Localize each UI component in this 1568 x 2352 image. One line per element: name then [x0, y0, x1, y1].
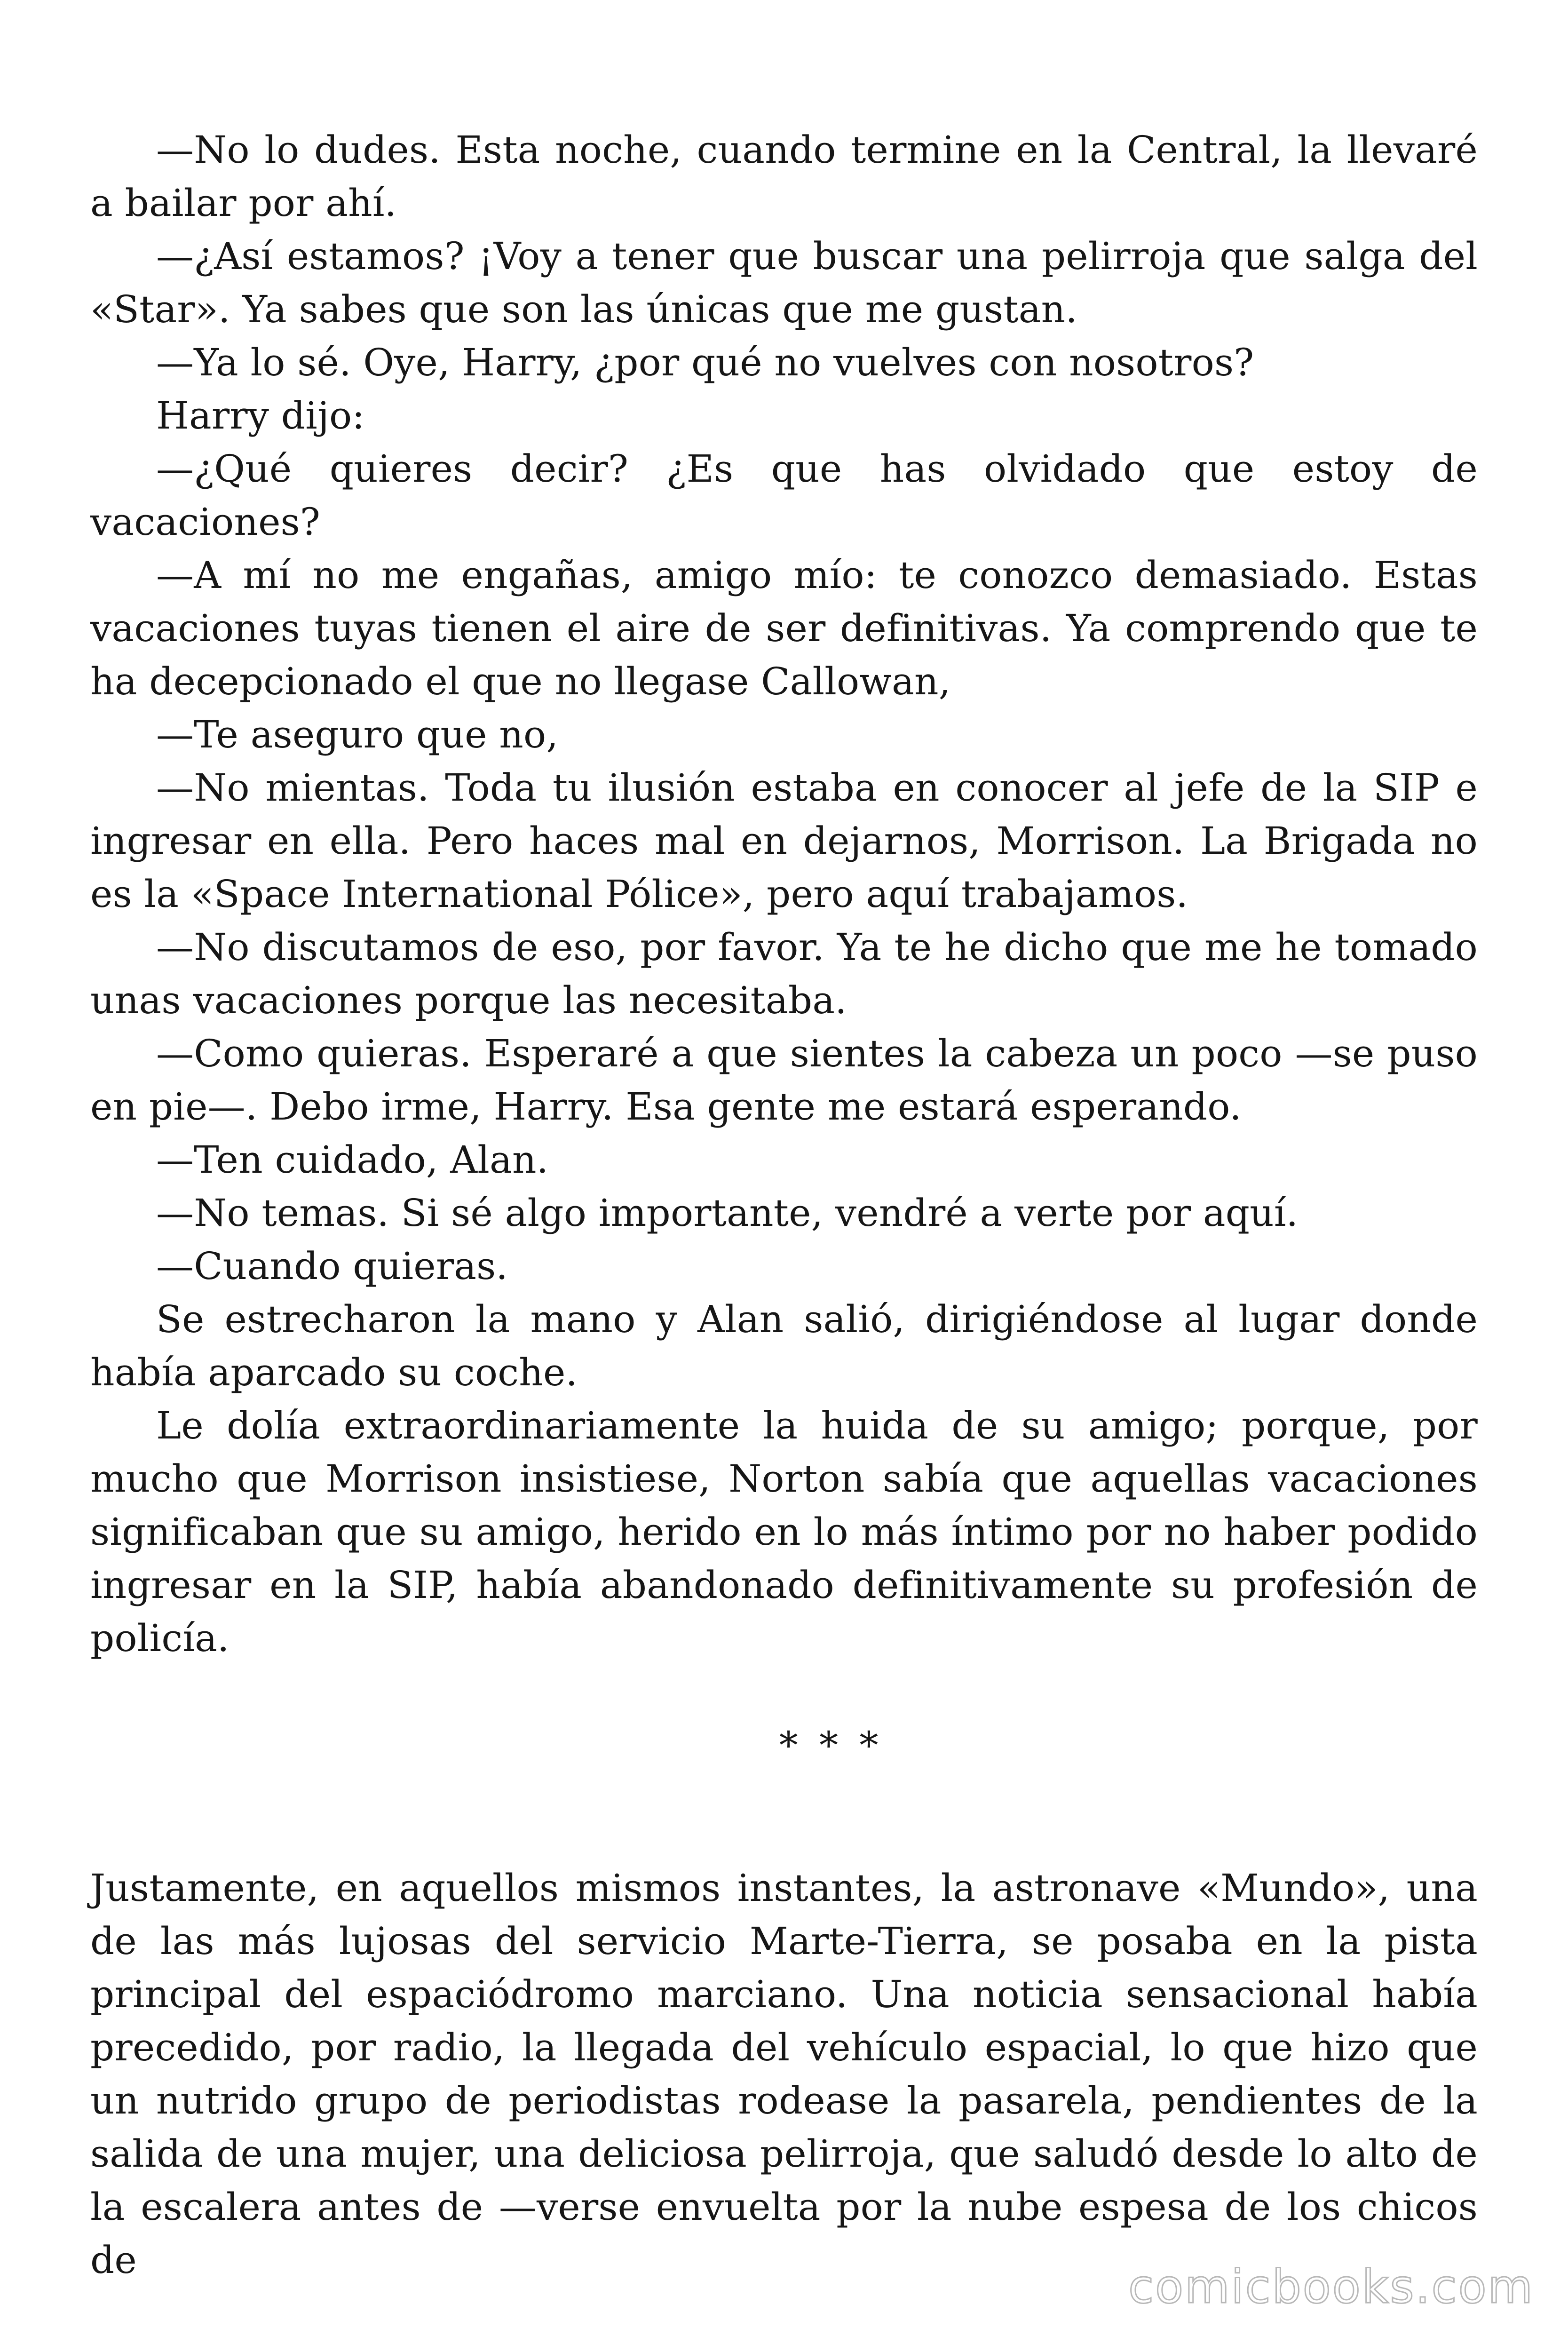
paragraph: —¿Qué quieres decir? ¿Es que has olvidado que estoy de vacaciones? [90, 447, 1478, 544]
paragraph: —A mí no me engañas, amigo mío: te conozco demasiado. Estas vacaciones tuyas tienen el aire de ser definitivas. Ya comprendo que te ha decepcionado el que no llegase Callowan, [90, 553, 1478, 703]
paragraph: —Te aseguro que no, [156, 713, 559, 756]
watermark: comicbooks.com [1128, 2260, 1534, 2314]
paragraph: —No temas. Si sé algo importante, vendré a verte por aquí. [156, 1191, 1299, 1235]
paragraph: —No lo dudes. Esta noche, cuando termine en la Central, la llevaré a bailar por ahí. [90, 128, 1478, 225]
paragraph: —Como quieras. Esperaré a que sientes la cabeza un poco —se puso en pie—. Debo irme, Harry. Esa gente me estará esperando. [90, 1032, 1478, 1128]
paragraph: Le dolía extraordinariamente la huida de su amigo; porque, por mucho que Morrison insistiese, Norton sabía que aquellas vacaciones significaban que su amigo, herido en lo más íntimo por no haber podido ingresar en la SIP, había abandonado definitivamente su profesión de policía. [90, 1404, 1478, 1660]
paragraph: Harry dijo: [156, 394, 365, 437]
paragraph: Justamente, en aquellos mismos instantes, la astronave «Mundo», una de las más lujosas del servicio Marte-Tierra, se posaba en la pista principal del espaciódromo marciano. Una noticia sensacional había precedido, por radio, la llegada del vehículo espacial, lo que hizo que un nutrido grupo de periodistas rodease la pasarela, pendientes de la salida de una mujer, una deliciosa pelirroja, que saludó desde lo alto de la escalera antes de —verse envuelta por la nube espesa de los chicos de [90, 1866, 1478, 2282]
section-separator: * * * [779, 1724, 883, 1767]
paragraph: —Cuando quieras. [156, 1244, 508, 1288]
paragraph: —No discutamos de eso, por favor. Ya te he dicho que me he tomado unas vacaciones porque las necesitaba. [90, 925, 1478, 1022]
paragraph: —No mientas. Toda tu ilusión estaba en conocer al jefe de la SIP e ingresar en ella. Pero haces mal en dejarnos, Morrison. La Brigada no es la «Space International Pólice», pero aquí trabajamos. [90, 766, 1478, 916]
paragraph: —Ten cuidado, Alan. [156, 1138, 549, 1182]
paragraph: —Ya lo sé. Oye, Harry, ¿por qué no vuelves con nosotros? [156, 341, 1254, 384]
paragraph: Se estrecharon la mano y Alan salió, dirigiéndose al lugar donde había aparcado su coche. [90, 1297, 1478, 1394]
page-text [90, 123, 1478, 2287]
paragraph: —¿Así estamos? ¡Voy a tener que buscar una pelirroja que salga del «Star». Ya sabes que son las únicas que me gustan. [90, 234, 1478, 331]
